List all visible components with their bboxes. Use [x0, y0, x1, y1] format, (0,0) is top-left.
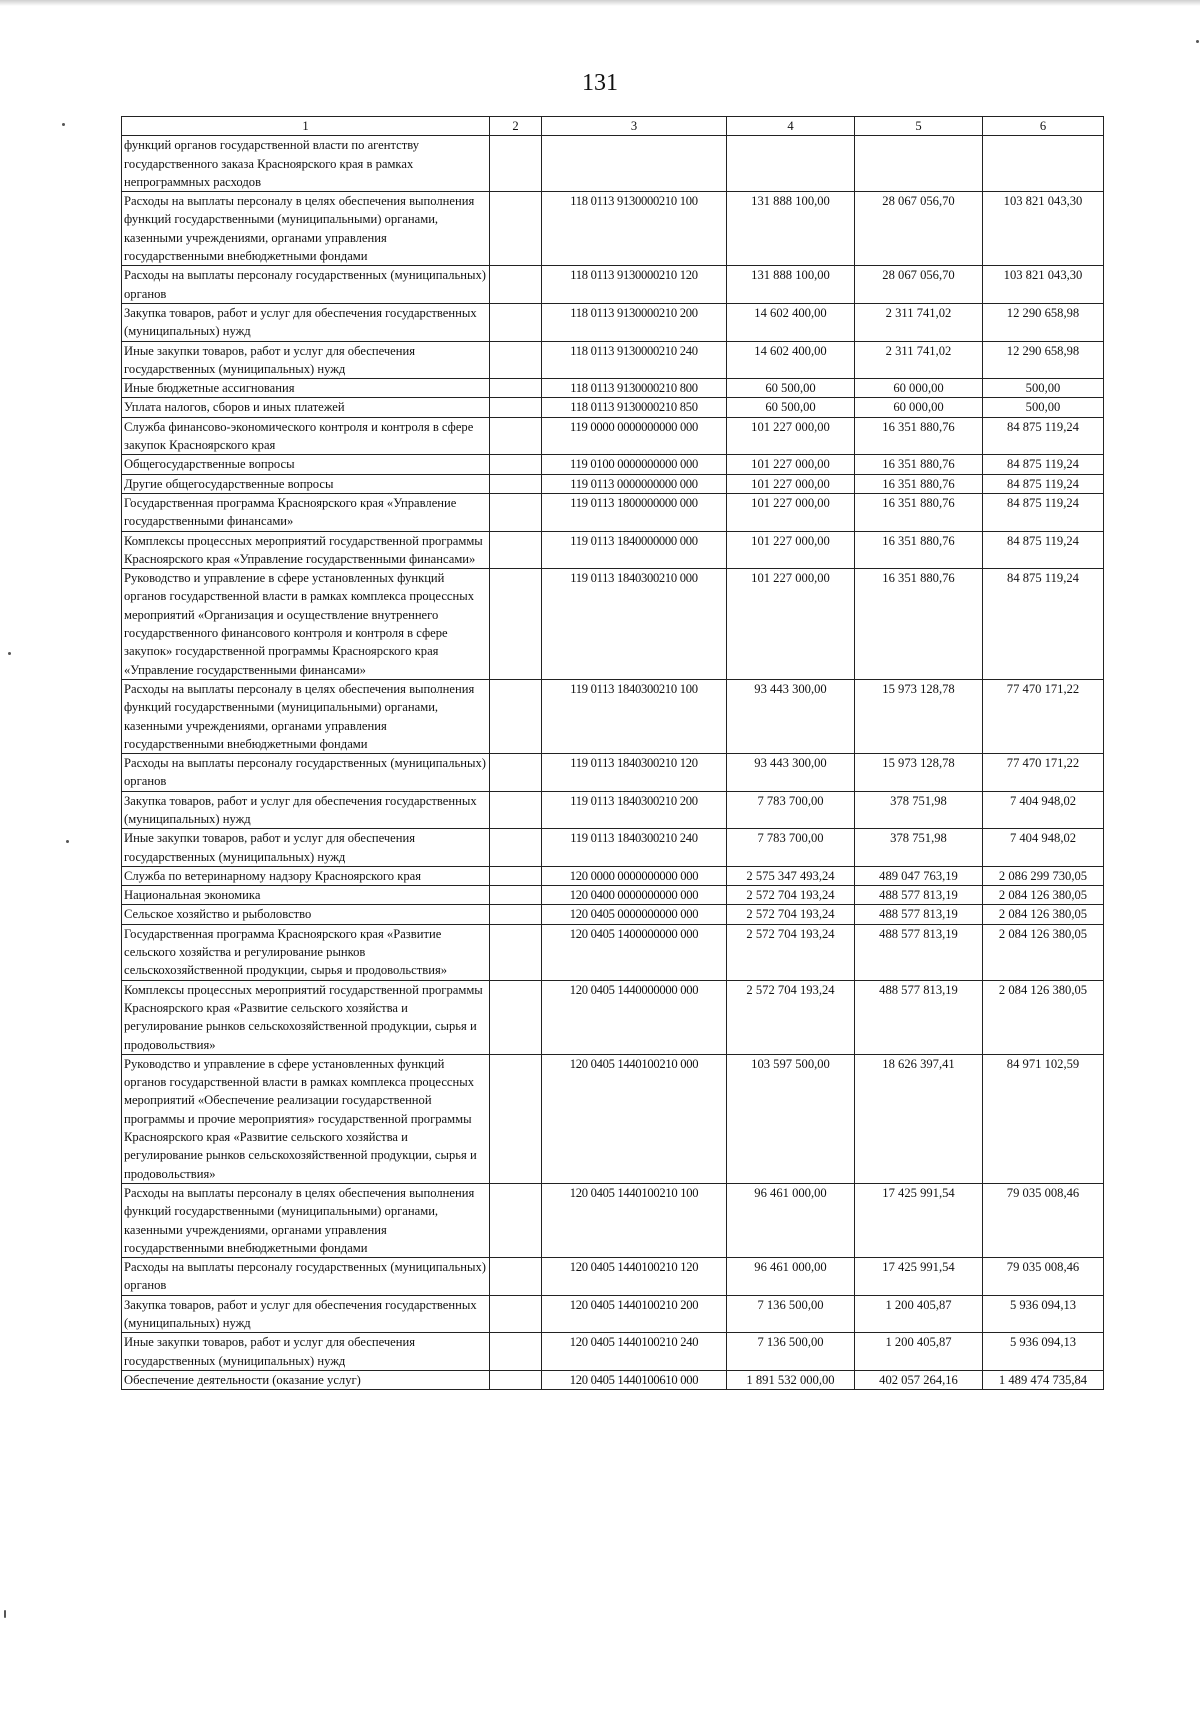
row-approved-cell: 7 783 700,00	[727, 791, 855, 829]
row-name-cell: Расходы на выплаты персоналу государственных (муниципальных) органов	[122, 754, 490, 792]
scan-top-edge	[0, 0, 1200, 6]
row-code-cell: 118 0113 9130000210 850	[542, 398, 727, 417]
row-col2-cell	[490, 924, 542, 980]
row-code-cell: 120 0405 0000000000 000	[542, 905, 727, 924]
table-row	[122, 1183, 1104, 1257]
row-approved-cell: 60 500,00	[727, 398, 855, 417]
row-approved-cell: 131 888 100,00	[727, 192, 855, 266]
row-col2-cell	[490, 679, 542, 753]
row-col2-cell	[490, 1333, 542, 1371]
row-name-cell: Сельское хозяйство и рыболовство	[122, 905, 490, 924]
row-code-cell: 119 0113 1840300210 120	[542, 754, 727, 792]
row-executed-cell: 488 577 813,19	[855, 980, 983, 1054]
row-col2-cell	[490, 1370, 542, 1389]
row-name-cell: Государственная программа Красноярского края «Развитие сельского хозяйства и регулирование рынков сельскохозяйственной продукции, сырья и продовольствия»	[122, 924, 490, 980]
row-name-cell: Общегосударственные вопросы	[122, 455, 490, 474]
page-number: 131	[582, 70, 618, 96]
row-code-cell: 118 0113 9130000210 100	[542, 192, 727, 266]
row-code-cell: 120 0405 1440100210 120	[542, 1258, 727, 1296]
row-remainder-cell: 84 875 119,24	[983, 417, 1104, 455]
row-remainder-cell: 5 936 094,13	[983, 1333, 1104, 1371]
row-code-cell: 120 0405 1440000000 000	[542, 980, 727, 1054]
row-name-cell: Расходы на выплаты персоналу в целях обеспечения выполнения функций государственными (муниципальными) органами, казенными учреждениями, органами управления государственными внебюджетными фондами	[122, 192, 490, 266]
row-name-cell: Иные закупки товаров, работ и услуг для обеспечения государственных (муниципальных) нужд	[122, 829, 490, 867]
table-row	[122, 455, 1104, 474]
row-approved-cell: 93 443 300,00	[727, 679, 855, 753]
row-name-cell: Служба по ветеринарному надзору Красноярского края	[122, 866, 490, 885]
row-col2-cell	[490, 303, 542, 341]
row-code-cell: 119 0113 1840300210 200	[542, 791, 727, 829]
row-approved-cell: 2 572 704 193,24	[727, 924, 855, 980]
row-approved-cell: 96 461 000,00	[727, 1183, 855, 1257]
table-row	[122, 531, 1104, 569]
row-col2-cell	[490, 1258, 542, 1296]
row-remainder-cell: 103 821 043,30	[983, 266, 1104, 304]
table-row	[122, 136, 1104, 192]
row-remainder-cell: 12 290 658,98	[983, 303, 1104, 341]
row-name-cell: Руководство и управление в сфере установленных функций органов государственной власти в рамках комплекса процессных мероприятий «Обеспечение реализации государственной программы и прочие мероприятия» государственной программы Красноярского края «Развитие сельского хозяйства и регулирование рынков сельскохозяйственной продукции, сырья и продовольствия»	[122, 1054, 490, 1183]
row-remainder-cell: 500,00	[983, 398, 1104, 417]
row-remainder-cell: 2 084 126 380,05	[983, 886, 1104, 905]
row-executed-cell: 28 067 056,70	[855, 266, 983, 304]
row-executed-cell: 17 425 991,54	[855, 1258, 983, 1296]
row-col2-cell	[490, 791, 542, 829]
row-executed-cell: 16 351 880,76	[855, 474, 983, 493]
row-remainder-cell: 84 971 102,59	[983, 1054, 1104, 1183]
row-remainder-cell: 84 875 119,24	[983, 455, 1104, 474]
row-col2-cell	[490, 341, 542, 379]
row-approved-cell: 2 572 704 193,24	[727, 980, 855, 1054]
row-col2-cell	[490, 398, 542, 417]
table-row	[122, 341, 1104, 379]
scan-mark	[1196, 40, 1199, 43]
row-col2-cell	[490, 531, 542, 569]
row-approved-cell: 101 227 000,00	[727, 531, 855, 569]
row-executed-cell: 28 067 056,70	[855, 192, 983, 266]
row-col2-cell	[490, 474, 542, 493]
header-col-6: 6	[983, 117, 1104, 136]
row-executed-cell: 378 751,98	[855, 791, 983, 829]
row-name-cell: Закупка товаров, работ и услуг для обеспечения государственных (муниципальных) нужд	[122, 1295, 490, 1333]
row-executed-cell: 2 311 741,02	[855, 303, 983, 341]
table-row	[122, 417, 1104, 455]
row-col2-cell	[490, 266, 542, 304]
row-executed-cell: 378 751,98	[855, 829, 983, 867]
row-approved-cell: 101 227 000,00	[727, 569, 855, 680]
row-approved-cell: 101 227 000,00	[727, 493, 855, 531]
row-code-cell: 120 0405 1440100210 200	[542, 1295, 727, 1333]
table-row	[122, 303, 1104, 341]
scan-mark	[8, 652, 11, 655]
row-name-cell: Закупка товаров, работ и услуг для обеспечения государственных (муниципальных) нужд	[122, 791, 490, 829]
row-code-cell: 118 0113 9130000210 120	[542, 266, 727, 304]
table-row	[122, 679, 1104, 753]
row-remainder-cell: 5 936 094,13	[983, 1295, 1104, 1333]
row-approved-cell: 2 575 347 493,24	[727, 866, 855, 885]
row-name-cell: функций органов государственной власти по агентству государственного заказа Красноярского края в рамках непрограммных расходов	[122, 136, 490, 192]
row-code-cell: 119 0113 0000000000 000	[542, 474, 727, 493]
row-remainder-cell: 12 290 658,98	[983, 341, 1104, 379]
row-name-cell: Расходы на выплаты персоналу государственных (муниципальных) органов	[122, 266, 490, 304]
row-approved-cell: 7 783 700,00	[727, 829, 855, 867]
row-code-cell: 118 0113 9130000210 240	[542, 341, 727, 379]
row-remainder-cell: 103 821 043,30	[983, 192, 1104, 266]
row-executed-cell: 488 577 813,19	[855, 905, 983, 924]
table-row	[122, 569, 1104, 680]
row-executed-cell: 18 626 397,41	[855, 1054, 983, 1183]
row-approved-cell: 7 136 500,00	[727, 1333, 855, 1371]
row-name-cell: Расходы на выплаты персоналу в целях обеспечения выполнения функций государственными (муниципальными) органами, казенными учреждениями, органами управления государственными внебюджетными фондами	[122, 1183, 490, 1257]
row-executed-cell: 60 000,00	[855, 379, 983, 398]
table-row	[122, 886, 1104, 905]
row-name-cell: Иные закупки товаров, работ и услуг для обеспечения государственных (муниципальных) нужд	[122, 341, 490, 379]
row-name-cell: Другие общегосударственные вопросы	[122, 474, 490, 493]
row-executed-cell: 1 200 405,87	[855, 1295, 983, 1333]
row-col2-cell	[490, 417, 542, 455]
row-approved-cell: 1 891 532 000,00	[727, 1370, 855, 1389]
table-row	[122, 266, 1104, 304]
row-code-cell: 120 0000 0000000000 000	[542, 866, 727, 885]
row-remainder-cell: 84 875 119,24	[983, 493, 1104, 531]
row-remainder-cell: 84 875 119,24	[983, 474, 1104, 493]
row-remainder-cell: 7 404 948,02	[983, 791, 1104, 829]
row-code-cell: 120 0400 0000000000 000	[542, 886, 727, 905]
row-executed-cell: 16 351 880,76	[855, 493, 983, 531]
row-col2-cell	[490, 886, 542, 905]
row-code-cell: 118 0113 9130000210 200	[542, 303, 727, 341]
row-approved-cell: 101 227 000,00	[727, 417, 855, 455]
row-executed-cell: 488 577 813,19	[855, 886, 983, 905]
table-row	[122, 866, 1104, 885]
row-code-cell: 118 0113 9130000210 800	[542, 379, 727, 398]
row-approved-cell	[727, 136, 855, 192]
row-col2-cell	[490, 980, 542, 1054]
row-col2-cell	[490, 136, 542, 192]
header-col-2: 2	[490, 117, 542, 136]
row-executed-cell: 489 047 763,19	[855, 866, 983, 885]
row-remainder-cell: 84 875 119,24	[983, 531, 1104, 569]
row-remainder-cell: 77 470 171,22	[983, 754, 1104, 792]
row-col2-cell	[490, 905, 542, 924]
table-row	[122, 493, 1104, 531]
row-code-cell: 120 0405 1440100210 240	[542, 1333, 727, 1371]
row-approved-cell: 14 602 400,00	[727, 303, 855, 341]
row-name-cell: Закупка товаров, работ и услуг для обеспечения государственных (муниципальных) нужд	[122, 303, 490, 341]
table-row	[122, 754, 1104, 792]
row-executed-cell: 60 000,00	[855, 398, 983, 417]
row-executed-cell: 1 200 405,87	[855, 1333, 983, 1371]
row-remainder-cell: 2 084 126 380,05	[983, 980, 1104, 1054]
row-approved-cell: 101 227 000,00	[727, 455, 855, 474]
row-executed-cell: 488 577 813,19	[855, 924, 983, 980]
row-name-cell: Национальная экономика	[122, 886, 490, 905]
header-col-5: 5	[855, 117, 983, 136]
row-remainder-cell: 2 084 126 380,05	[983, 924, 1104, 980]
row-executed-cell: 16 351 880,76	[855, 455, 983, 474]
row-col2-cell	[490, 569, 542, 680]
scan-mark	[62, 123, 65, 126]
row-code-cell: 120 0405 1400000000 000	[542, 924, 727, 980]
header-col-4: 4	[727, 117, 855, 136]
header-row	[122, 117, 1104, 136]
row-approved-cell: 14 602 400,00	[727, 341, 855, 379]
row-executed-cell: 17 425 991,54	[855, 1183, 983, 1257]
row-executed-cell: 15 973 128,78	[855, 754, 983, 792]
row-remainder-cell: 77 470 171,22	[983, 679, 1104, 753]
row-remainder-cell: 2 086 299 730,05	[983, 866, 1104, 885]
row-executed-cell: 16 351 880,76	[855, 417, 983, 455]
row-remainder-cell: 79 035 008,46	[983, 1258, 1104, 1296]
row-name-cell: Уплата налогов, сборов и иных платежей	[122, 398, 490, 417]
budget-table	[121, 116, 1104, 1390]
row-name-cell: Комплексы процессных мероприятий государственной программы Красноярского края «Управление государственными финансами»	[122, 531, 490, 569]
row-code-cell: 120 0405 1440100210 100	[542, 1183, 727, 1257]
row-approved-cell: 7 136 500,00	[727, 1295, 855, 1333]
table-row	[122, 192, 1104, 266]
row-col2-cell	[490, 829, 542, 867]
row-remainder-cell: 500,00	[983, 379, 1104, 398]
row-code-cell: 120 0405 1440100610 000	[542, 1370, 727, 1389]
row-remainder-cell: 84 875 119,24	[983, 569, 1104, 680]
table-row	[122, 1370, 1104, 1389]
row-executed-cell: 16 351 880,76	[855, 531, 983, 569]
table-row	[122, 924, 1104, 980]
row-executed-cell	[855, 136, 983, 192]
header-col-1: 1	[122, 117, 490, 136]
row-col2-cell	[490, 1054, 542, 1183]
row-col2-cell	[490, 192, 542, 266]
row-name-cell: Расходы на выплаты персоналу в целях обеспечения выполнения функций государственными (муниципальными) органами, казенными учреждениями, органами управления государственными внебюджетными фондами	[122, 679, 490, 753]
table-row	[122, 829, 1104, 867]
row-name-cell: Комплексы процессных мероприятий государственной программы Красноярского края «Развитие сельского хозяйства и регулирование рынков сельскохозяйственной продукции, сырья и продовольствия»	[122, 980, 490, 1054]
table-row	[122, 379, 1104, 398]
row-code-cell: 119 0113 1800000000 000	[542, 493, 727, 531]
row-approved-cell: 60 500,00	[727, 379, 855, 398]
row-code-cell: 120 0405 1440100210 000	[542, 1054, 727, 1183]
row-col2-cell	[490, 455, 542, 474]
scan-mark	[4, 1610, 6, 1618]
row-executed-cell: 2 311 741,02	[855, 341, 983, 379]
row-code-cell: 119 0113 1840000000 000	[542, 531, 727, 569]
table-row	[122, 980, 1104, 1054]
row-col2-cell	[490, 866, 542, 885]
row-approved-cell: 2 572 704 193,24	[727, 905, 855, 924]
row-remainder-cell: 2 084 126 380,05	[983, 905, 1104, 924]
row-code-cell	[542, 136, 727, 192]
row-col2-cell	[490, 1183, 542, 1257]
row-name-cell: Государственная программа Красноярского края «Управление государственными финансами»	[122, 493, 490, 531]
row-code-cell: 119 0113 1840300210 100	[542, 679, 727, 753]
row-name-cell: Иные бюджетные ассигнования	[122, 379, 490, 398]
row-executed-cell: 402 057 264,16	[855, 1370, 983, 1389]
row-code-cell: 119 0000 0000000000 000	[542, 417, 727, 455]
row-approved-cell: 103 597 500,00	[727, 1054, 855, 1183]
row-code-cell: 119 0100 0000000000 000	[542, 455, 727, 474]
row-approved-cell: 96 461 000,00	[727, 1258, 855, 1296]
row-name-cell: Обеспечение деятельности (оказание услуг)	[122, 1370, 490, 1389]
table-body	[122, 136, 1104, 1390]
row-col2-cell	[490, 379, 542, 398]
table-row	[122, 398, 1104, 417]
row-name-cell: Расходы на выплаты персоналу государственных (муниципальных) органов	[122, 1258, 490, 1296]
row-approved-cell: 93 443 300,00	[727, 754, 855, 792]
row-remainder-cell: 79 035 008,46	[983, 1183, 1104, 1257]
table-row	[122, 791, 1104, 829]
table-row	[122, 474, 1104, 493]
row-col2-cell	[490, 493, 542, 531]
row-col2-cell	[490, 1295, 542, 1333]
row-code-cell: 119 0113 1840300210 240	[542, 829, 727, 867]
row-remainder-cell: 1 489 474 735,84	[983, 1370, 1104, 1389]
row-approved-cell: 101 227 000,00	[727, 474, 855, 493]
table-row	[122, 1295, 1104, 1333]
header-col-3: 3	[542, 117, 727, 136]
table-row	[122, 1333, 1104, 1371]
row-remainder-cell: 7 404 948,02	[983, 829, 1104, 867]
row-name-cell: Иные закупки товаров, работ и услуг для обеспечения государственных (муниципальных) нужд	[122, 1333, 490, 1371]
row-code-cell: 119 0113 1840300210 000	[542, 569, 727, 680]
row-name-cell: Руководство и управление в сфере установленных функций органов государственной власти в рамках комплекса процессных мероприятий «Организация и осуществление внутреннего государственного финансового контроля и контроля в сфере закупок» государственной программы Красноярского края «Управление государственными финансами»	[122, 569, 490, 680]
scan-mark	[66, 840, 69, 843]
row-col2-cell	[490, 754, 542, 792]
table-row	[122, 1258, 1104, 1296]
row-executed-cell: 16 351 880,76	[855, 569, 983, 680]
row-approved-cell: 2 572 704 193,24	[727, 886, 855, 905]
table-row	[122, 1054, 1104, 1183]
table-row	[122, 905, 1104, 924]
row-approved-cell: 131 888 100,00	[727, 266, 855, 304]
row-executed-cell: 15 973 128,78	[855, 679, 983, 753]
row-remainder-cell	[983, 136, 1104, 192]
row-name-cell: Служба финансово-экономического контроля и контроля в сфере закупок Красноярского края	[122, 417, 490, 455]
